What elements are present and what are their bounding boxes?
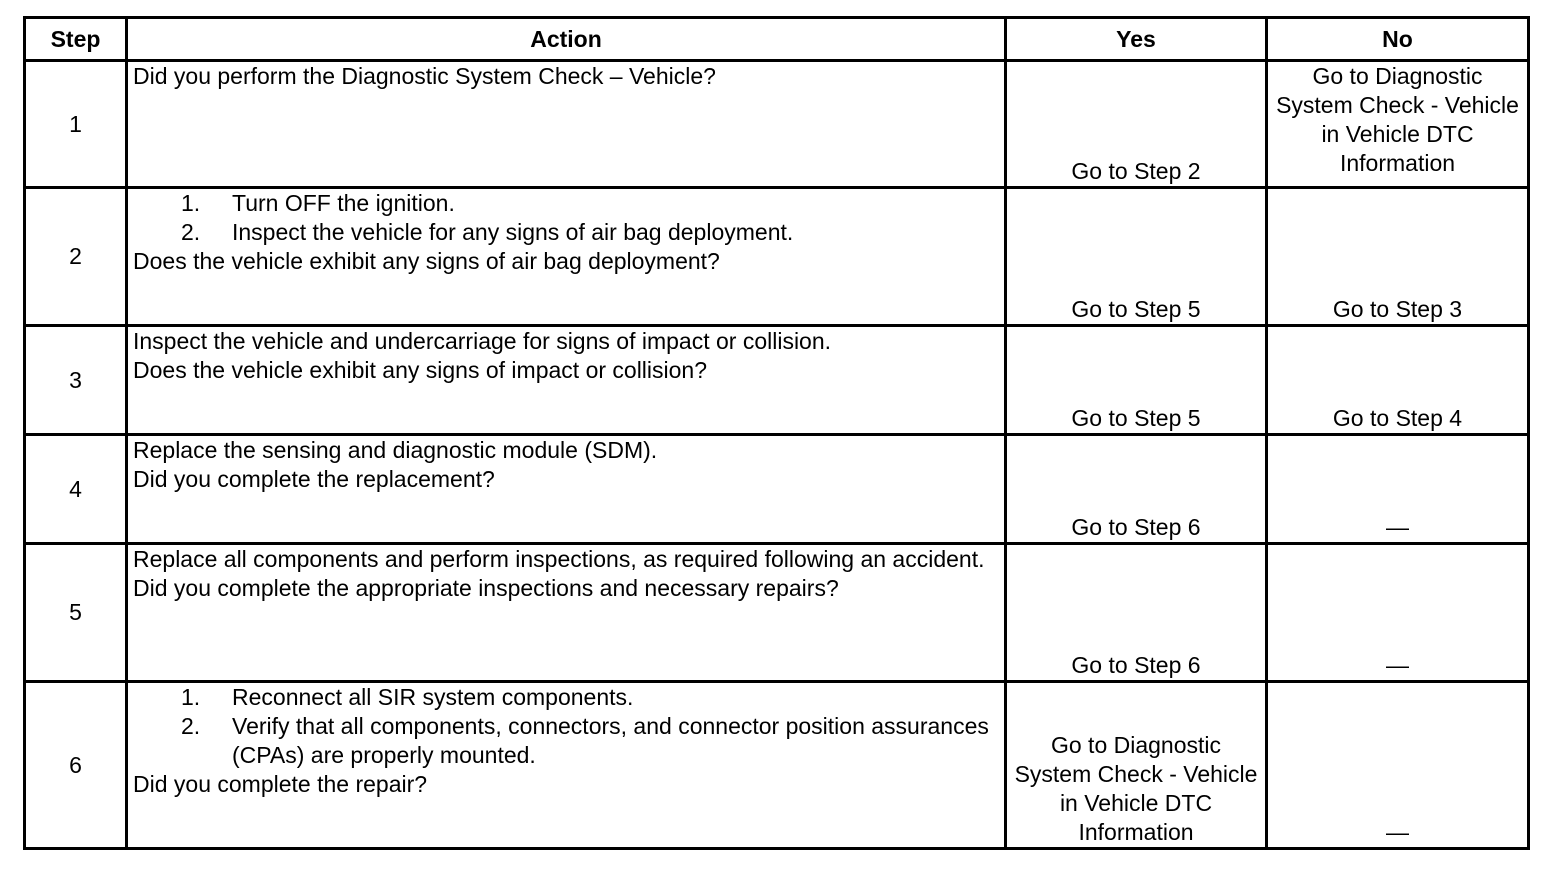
sub-step-number: 1. [181,684,201,710]
action-intro: Replace all components and perform inspections, as required following an accident. [133,546,985,572]
action-question: Did you complete the repair? [133,771,428,797]
header-action: Action [127,18,1006,61]
header-row [25,18,1529,61]
yes-result: Go to Step 6 [1006,435,1267,544]
action-question: Does the vehicle exhibit any signs of air bag deployment? [133,248,720,274]
no-result: Go to Step 4 [1267,326,1529,435]
action-cell [127,682,1006,849]
step-number: 2 [25,188,127,326]
action-cell [127,326,1006,435]
yes-result: Go to Step 5 [1006,326,1267,435]
sub-step [133,683,999,712]
table-row [25,188,1529,326]
header-yes: Yes [1006,18,1267,61]
action-question: Did you complete the replacement? [133,466,495,492]
no-result: — [1267,544,1529,682]
yes-result: Go to Diagnostic System Check - Vehicle in Vehicle DTC Information [1006,682,1267,849]
action-intro: Inspect the vehicle and undercarriage for signs of impact or collision. [133,328,832,354]
step-number: 1 [25,61,127,188]
step-number: 5 [25,544,127,682]
sub-step [133,218,999,247]
sub-step [133,712,999,770]
table-row [25,435,1529,544]
sub-step-text: Turn OFF the ignition. [232,190,455,216]
no-result: — [1267,435,1529,544]
no-result: Go to Step 3 [1267,188,1529,326]
action-cell [127,544,1006,682]
sub-step [133,189,999,218]
action-intro: Did you perform the Diagnostic System Check – Vehicle? [133,63,716,89]
sub-step-list [133,683,999,770]
action-cell [127,188,1006,326]
header-no: No [1267,18,1529,61]
action-intro: Replace the sensing and diagnostic module (SDM). [133,437,658,463]
sub-step-number: 1. [181,190,201,216]
sub-step-number: 2. [181,713,201,739]
table-row [25,682,1529,849]
sub-step-text: Inspect the vehicle for any signs of air bag deployment. [232,219,794,245]
sub-step-number: 2. [181,219,201,245]
sub-step-text: Verify that all components, connectors, and connector position assurances (CPAs) are properly mounted. [232,713,989,768]
yes-result: Go to Step 6 [1006,544,1267,682]
yes-result: Go to Step 5 [1006,188,1267,326]
yes-result: Go to Step 2 [1006,61,1267,188]
step-number: 6 [25,682,127,849]
step-number: 4 [25,435,127,544]
action-question: Did you complete the appropriate inspections and necessary repairs? [133,575,839,601]
diagnostic-table [23,16,1530,850]
sub-step-list [133,189,999,247]
step-number: 3 [25,326,127,435]
action-question: Does the vehicle exhibit any signs of impact or collision? [133,357,708,383]
no-result: — [1267,682,1529,849]
table-row [25,326,1529,435]
action-cell [127,61,1006,188]
action-cell [127,435,1006,544]
no-result: Go to Diagnostic System Check - Vehicle in Vehicle DTC Information [1267,61,1529,188]
table-row [25,544,1529,682]
table-row [25,61,1529,188]
header-step: Step [25,18,127,61]
sub-step-text: Reconnect all SIR system components. [232,684,634,710]
